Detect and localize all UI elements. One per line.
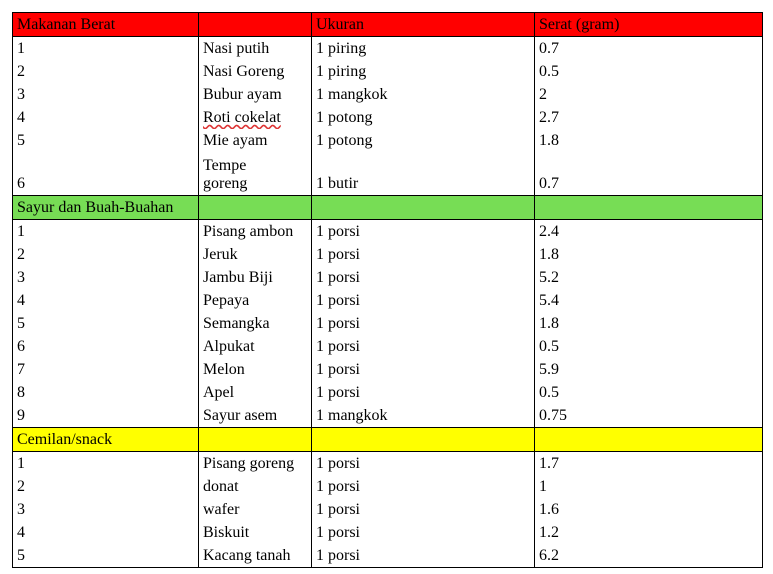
- section-empty-cell: [199, 428, 312, 452]
- fiber-grams: 1.8: [535, 312, 763, 335]
- fiber-grams: 1.6: [535, 498, 763, 521]
- document-page: [12, 12, 763, 568]
- row-number: 1: [13, 220, 199, 244]
- food-name: Jeruk: [199, 243, 312, 266]
- portion-size: 1 mangkok: [312, 404, 535, 428]
- food-name: Alpukat: [199, 335, 312, 358]
- fiber-grams: 0.7: [535, 152, 763, 196]
- fiber-table: [12, 12, 763, 568]
- food-name: Apel: [199, 381, 312, 404]
- table-row: [13, 521, 763, 544]
- fiber-grams: 5.2: [535, 266, 763, 289]
- food-name: Mie ayam: [199, 129, 312, 152]
- fiber-grams: 2: [535, 83, 763, 106]
- food-name: donat: [199, 475, 312, 498]
- section-empty-cell: [199, 196, 312, 220]
- table-row: [13, 220, 763, 244]
- fiber-grams: 1.8: [535, 243, 763, 266]
- table-row: [13, 129, 763, 152]
- row-number: 4: [13, 106, 199, 129]
- table-row: [13, 312, 763, 335]
- row-number: 2: [13, 60, 199, 83]
- table-row: [13, 106, 763, 129]
- fiber-grams: 0.7: [535, 37, 763, 61]
- portion-size: 1 potong: [312, 106, 535, 129]
- food-name: Biskuit: [199, 521, 312, 544]
- fiber-grams: 5.4: [535, 289, 763, 312]
- row-number: 6: [13, 335, 199, 358]
- portion-size: 1 porsi: [312, 358, 535, 381]
- section-empty-cell: [312, 196, 535, 220]
- food-name: [199, 152, 312, 196]
- portion-size: 1 porsi: [312, 381, 535, 404]
- portion-size: 1 porsi: [312, 452, 535, 476]
- section-empty-cell: [535, 196, 763, 220]
- food-name-text: Roti cokelat: [203, 109, 281, 126]
- fiber-grams: 1.2: [535, 521, 763, 544]
- table-row: [13, 266, 763, 289]
- fiber-grams: 0.75: [535, 404, 763, 428]
- portion-size: 1 porsi: [312, 266, 535, 289]
- table-row: [13, 404, 763, 428]
- section-empty-cell: [535, 428, 763, 452]
- fiber-grams: 1: [535, 475, 763, 498]
- portion-size: 1 porsi: [312, 475, 535, 498]
- portion-size: 1 porsi: [312, 243, 535, 266]
- table-row: [13, 452, 763, 476]
- table-row: [13, 243, 763, 266]
- portion-size: 1 porsi: [312, 289, 535, 312]
- portion-size: 1 piring: [312, 37, 535, 61]
- table-row: [13, 335, 763, 358]
- fiber-grams: 1.7: [535, 452, 763, 476]
- portion-size: 1 mangkok: [312, 83, 535, 106]
- table-row: [13, 498, 763, 521]
- row-number: 3: [13, 498, 199, 521]
- fiber-grams: 2.7: [535, 106, 763, 129]
- food-name: Nasi Goreng: [199, 60, 312, 83]
- portion-size: 1 porsi: [312, 544, 535, 568]
- food-name: wafer: [199, 498, 312, 521]
- food-name: Nasi putih: [199, 37, 312, 61]
- portion-size: 1 porsi: [312, 521, 535, 544]
- row-number: 1: [13, 452, 199, 476]
- row-number: 5: [13, 312, 199, 335]
- row-number: 4: [13, 521, 199, 544]
- portion-size: 1 porsi: [312, 220, 535, 244]
- table-row: [13, 289, 763, 312]
- row-number: 2: [13, 243, 199, 266]
- fiber-grams: 0.5: [535, 60, 763, 83]
- portion-size: 1 porsi: [312, 312, 535, 335]
- portion-size: 1 piring: [312, 60, 535, 83]
- fiber-grams: 1.8: [535, 129, 763, 152]
- portion-size: 1 porsi: [312, 335, 535, 358]
- food-name: Pepaya: [199, 289, 312, 312]
- fiber-grams: 0.5: [535, 335, 763, 358]
- table-row: [13, 152, 763, 196]
- table-row: [13, 544, 763, 568]
- row-number: 4: [13, 289, 199, 312]
- row-number: 5: [13, 544, 199, 568]
- fiber-grams: 5.9: [535, 358, 763, 381]
- header-category: Makanan Berat: [13, 13, 199, 37]
- section-title: Cemilan/snack: [13, 428, 199, 452]
- food-name: Jambu Biji: [199, 266, 312, 289]
- table-row: [13, 381, 763, 404]
- food-name: Pisang goreng: [199, 452, 312, 476]
- row-number: 6: [13, 152, 199, 196]
- header-row: [13, 13, 763, 37]
- row-number: 9: [13, 404, 199, 428]
- row-number: 3: [13, 266, 199, 289]
- section-row: [13, 196, 763, 220]
- row-number: 8: [13, 381, 199, 404]
- row-number: 3: [13, 83, 199, 106]
- food-name: Semangka: [199, 312, 312, 335]
- food-name: Bubur ayam: [199, 83, 312, 106]
- row-number: 1: [13, 37, 199, 61]
- header-size: Ukuran: [312, 13, 535, 37]
- header-fiber: Serat (gram): [535, 13, 763, 37]
- portion-size: 1 porsi: [312, 498, 535, 521]
- food-name: Melon: [199, 358, 312, 381]
- table-row: [13, 37, 763, 61]
- portion-size: 1 potong: [312, 129, 535, 152]
- fiber-grams: 0.5: [535, 381, 763, 404]
- row-number: 2: [13, 475, 199, 498]
- section-title: Sayur dan Buah-Buahan: [13, 196, 199, 220]
- header-food: [199, 13, 312, 37]
- table-row: [13, 475, 763, 498]
- fiber-table-body: [13, 13, 763, 568]
- food-name: Pisang ambon: [199, 220, 312, 244]
- fiber-grams: 2.4: [535, 220, 763, 244]
- section-row: [13, 428, 763, 452]
- section-empty-cell: [312, 428, 535, 452]
- food-name: Kacang tanah: [199, 544, 312, 568]
- table-row: [13, 83, 763, 106]
- portion-size: 1 butir: [312, 152, 535, 196]
- food-name: Sayur asem: [199, 404, 312, 428]
- fiber-grams: 6.2: [535, 544, 763, 568]
- row-number: 7: [13, 358, 199, 381]
- row-number: 5: [13, 129, 199, 152]
- table-row: [13, 60, 763, 83]
- food-name-text: Tempe goreng: [203, 157, 248, 192]
- table-row: [13, 358, 763, 381]
- food-name: [199, 106, 312, 129]
